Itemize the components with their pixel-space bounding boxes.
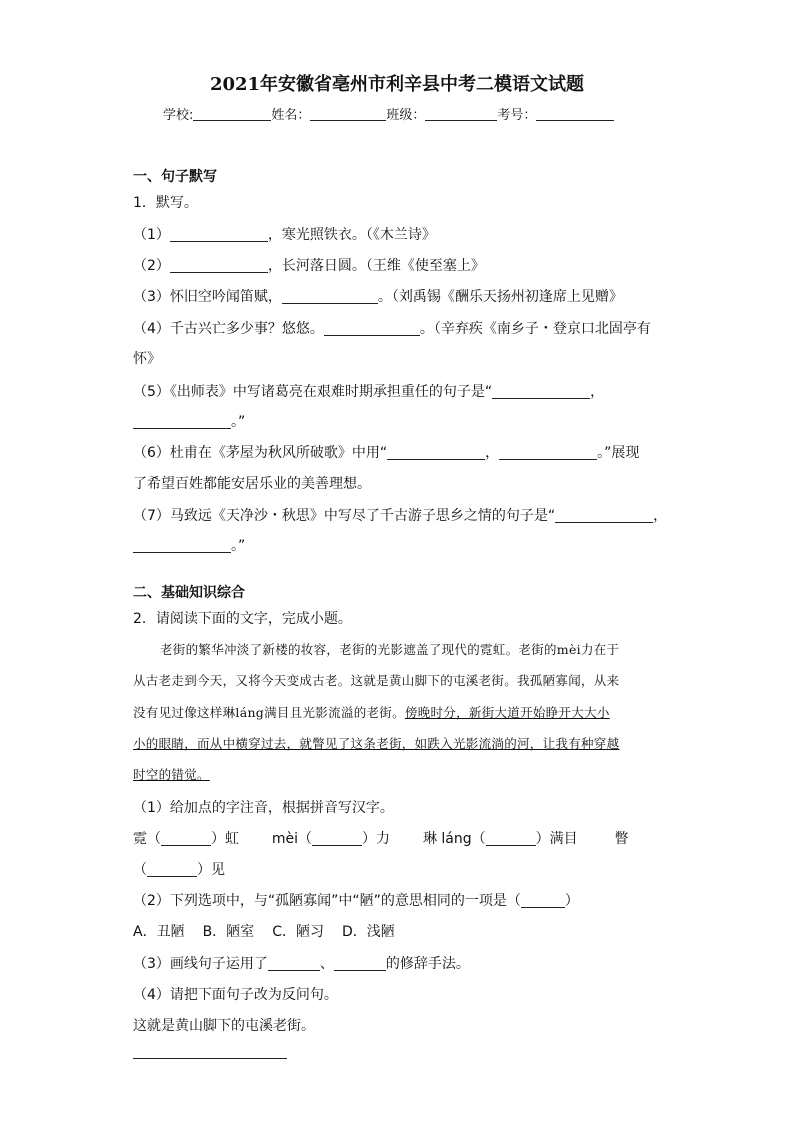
answer-blank[interactable] [282,288,378,304]
answer-blank[interactable] [312,830,362,846]
q1-item-6-cont: 了希望百姓都能安居乐业的美善理想。 [133,476,371,492]
answer-blank[interactable] [334,955,386,971]
q1-item-1: （1） ，寒光照铁衣。（《木兰诗》 [133,227,436,243]
name-blank[interactable] [310,106,386,121]
passage-line-4: 小的眼睛，而从中横穿过去，就瞥见了这条老街，如跌入光影流淌的河，让我有种穿越 [133,736,620,751]
answer-blank[interactable] [133,537,231,553]
number-blank[interactable] [536,106,614,121]
answer-blank[interactable] [492,383,590,399]
answer-blank[interactable] [170,257,268,273]
question-2-stem: 2．请阅读下面的文字，完成小题。 [133,611,352,627]
q1-item-4-cont: 怀》 [133,351,161,367]
sub-question-3: （3）画线句子运用了 、 的修辞手法。 [133,956,470,972]
option-c[interactable]: C．陋习 [272,924,324,940]
passage-line-1: 老街的繁华冲淡了新楼的妆容，老街的光影遮盖了现代的霓虹。老街的mèi力在于 [160,642,620,657]
answer-blank[interactable] [133,413,231,429]
option-a[interactable]: A．丑陋 [133,924,185,940]
answer-line[interactable] [133,1058,287,1059]
answer-blank[interactable] [486,830,536,846]
option-d[interactable]: D．浅陋 [341,924,395,940]
rewrite-sentence: 这就是黄山脚下的屯溪老街。 [133,1018,315,1034]
option-b[interactable]: B．陋室 [202,924,255,940]
number-label: 考号： [497,108,537,123]
q1-item-2: （2） ，长河落日圆。（王维《使至塞上》 [133,258,485,274]
sub-question-2: （2）下列选项中，与“孤陋寡闻”中“陋”的意思相同的一项是（ ） [133,893,579,909]
answer-blank[interactable] [387,444,485,460]
student-info-row [163,104,614,123]
answer-blank[interactable] [147,861,197,877]
q1-item-5-cont: 。” [133,411,245,431]
q1-item-5: （5）《出师表》中写诸葛亮在艰难时期承担重任的句子是“ ， [133,384,605,400]
passage-line-5: 时空的错觉。 [133,767,210,782]
pinyin-row: 霓（ ）虹 mèi（ ）力 琳 láng（ ）满目 瞥 [133,831,629,847]
answer-blank[interactable] [499,444,597,460]
q1-item-3: （3）怀旧空吟闻笛赋， 。（刘禹锡《酬乐天扬州初逢席上见赠》 [133,289,623,305]
answer-blank[interactable] [161,830,211,846]
answer-blank[interactable] [555,507,653,523]
document-title: 2021年安徽省亳州市利辛县中考二模语文试题 [209,74,585,95]
q1-item-7: （7）马致远《天净沙・秋思》中写尽了千古游子思乡之情的句子是“ ， [133,508,668,524]
q1-item-7-cont: 。” [133,535,245,555]
q1-item-6: （6）杜甫在《茅屋为秋风所破歌》中用“ ， 。”展现 [133,445,640,461]
answer-blank[interactable] [521,892,565,908]
passage-line-2: 从古老走到今天，又将今天变成古老。这就是黄山脚下的屯溪老街。我孤陋寡闻，从来 [133,673,620,688]
question-1-stem: 1．默写。 [133,195,198,211]
school-blank[interactable] [193,106,271,121]
pinyin-row-cont: （ ）见 [133,862,225,878]
answer-blank[interactable] [268,955,320,971]
sub-question-1: （1）给加点的字注音，根据拼音写汉字。 [133,800,394,816]
section-heading-1: 一、句子默写 [133,169,217,185]
section-heading-2: 二、基础知识综合 [133,585,245,601]
class-blank[interactable] [425,106,497,121]
options-row [133,921,395,941]
passage-line-3: 没有见过像这样琳láng满目且光影流溢的老街。傍晚时分，新街大道开始睁开大大小 [133,705,610,720]
q1-item-4: （4）千古兴亡多少事？悠悠。 。（辛弃疾《南乡子・登京口北固亭有 [133,321,651,337]
underlined-sentence: 傍晚时分，新街大道开始睁开大大小 [404,705,610,720]
class-label: 班级： [386,108,426,123]
answer-blank[interactable] [170,226,268,242]
sub-question-4: （4）请把下面句子改为反问句。 [133,987,338,1003]
school-label: 学校: [163,108,194,123]
answer-blank[interactable] [324,320,420,336]
name-label: 姓名： [271,108,311,123]
